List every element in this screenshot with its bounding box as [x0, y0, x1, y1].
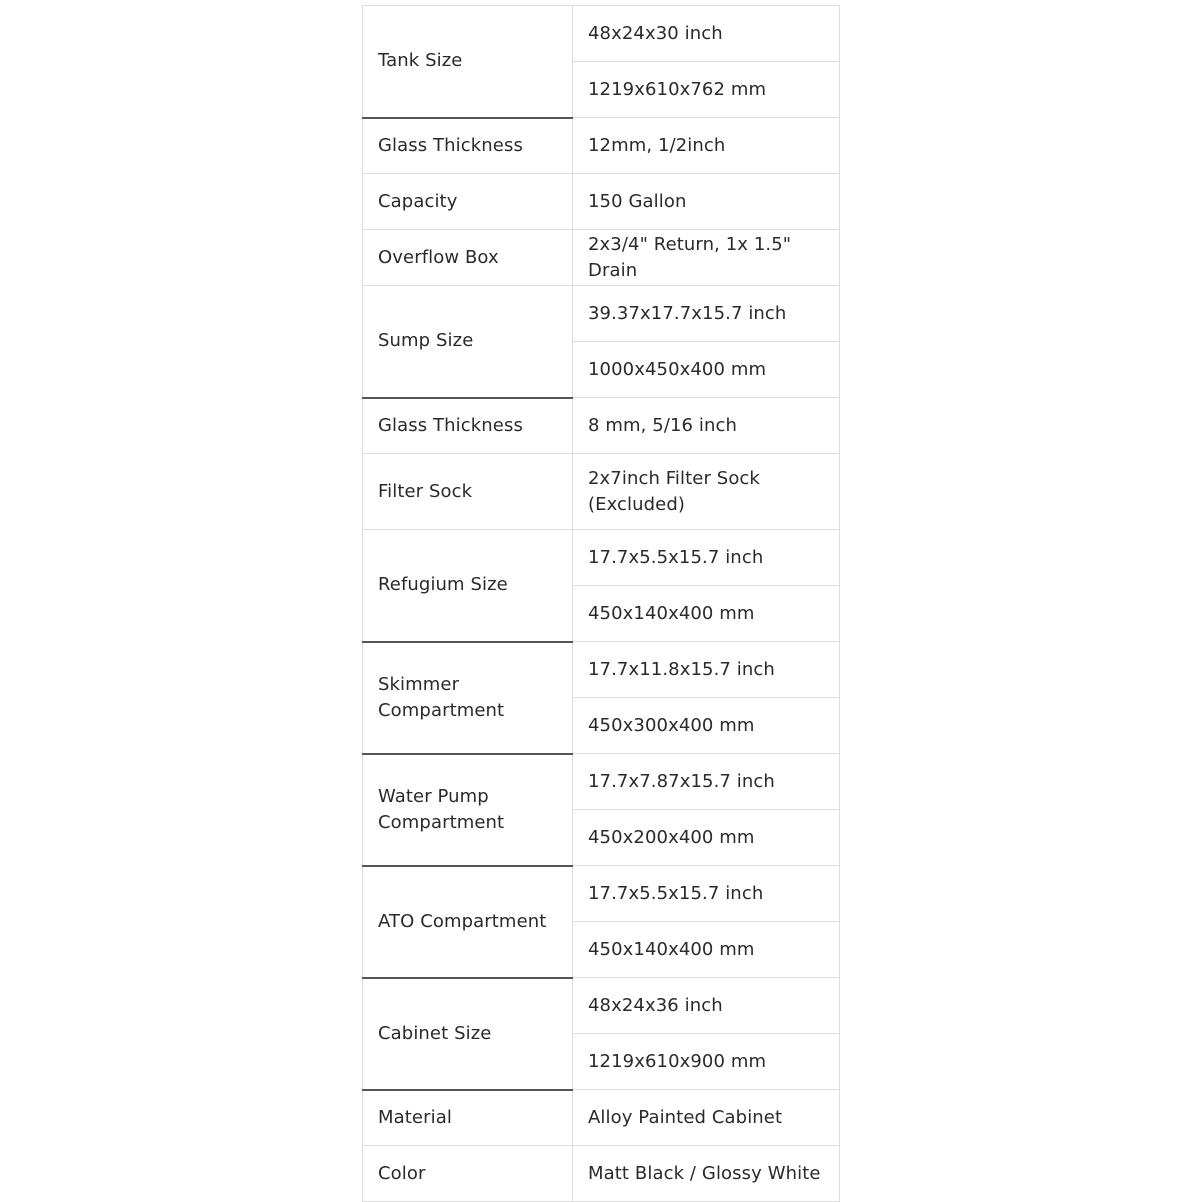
spec-row [363, 530, 840, 586]
spec-row [363, 978, 840, 1034]
spec-row [363, 286, 840, 342]
spec-label: Material [363, 1090, 573, 1146]
spec-label: Water Pump Compartment [363, 754, 573, 866]
spec-row [363, 398, 840, 454]
spec-label: Glass Thickness [363, 398, 573, 454]
spec-row [363, 230, 840, 286]
spec-value: 48x24x30 inch [573, 6, 840, 62]
spec-value: 450x200x400 mm [573, 810, 840, 866]
spec-label: Color [363, 1146, 573, 1202]
spec-table [362, 5, 840, 1202]
spec-label: Refugium Size [363, 530, 573, 642]
spec-value: 17.7x11.8x15.7 inch [573, 642, 840, 698]
spec-label: Sump Size [363, 286, 573, 398]
spec-label: Overflow Box [363, 230, 573, 286]
spec-value: 1219x610x900 mm [573, 1034, 840, 1090]
spec-value: 2x7inch Filter Sock (Excluded) [573, 454, 840, 530]
spec-table-body [363, 6, 840, 1202]
spec-label: Tank Size [363, 6, 573, 118]
spec-value: Alloy Painted Cabinet [573, 1090, 840, 1146]
spec-label: ATO Compartment [363, 866, 573, 978]
spec-value: 17.7x5.5x15.7 inch [573, 866, 840, 922]
spec-row [363, 642, 840, 698]
spec-label: Skimmer Compartment [363, 642, 573, 754]
spec-label: Cabinet Size [363, 978, 573, 1090]
spec-value: 2x3/4" Return, 1x 1.5" Drain [573, 230, 840, 286]
spec-row [363, 1090, 840, 1146]
spec-value: 450x300x400 mm [573, 698, 840, 754]
spec-row [363, 1146, 840, 1202]
spec-value: 450x140x400 mm [573, 586, 840, 642]
spec-value: 1219x610x762 mm [573, 62, 840, 118]
spec-row [363, 866, 840, 922]
spec-label: Glass Thickness [363, 118, 573, 174]
spec-value: 39.37x17.7x15.7 inch [573, 286, 840, 342]
spec-value: 48x24x36 inch [573, 978, 840, 1034]
spec-value: 1000x450x400 mm [573, 342, 840, 398]
spec-row [363, 174, 840, 230]
spec-row [363, 754, 840, 810]
spec-value: 12mm, 1/2inch [573, 118, 840, 174]
spec-value: 17.7x7.87x15.7 inch [573, 754, 840, 810]
spec-value: 450x140x400 mm [573, 922, 840, 978]
spec-label: Capacity [363, 174, 573, 230]
spec-value: Matt Black / Glossy White [573, 1146, 840, 1202]
spec-value: 8 mm, 5/16 inch [573, 398, 840, 454]
spec-row [363, 118, 840, 174]
spec-row [363, 454, 840, 530]
spec-label: Filter Sock [363, 454, 573, 530]
spec-value: 150 Gallon [573, 174, 840, 230]
spec-value: 17.7x5.5x15.7 inch [573, 530, 840, 586]
spec-row [363, 6, 840, 62]
